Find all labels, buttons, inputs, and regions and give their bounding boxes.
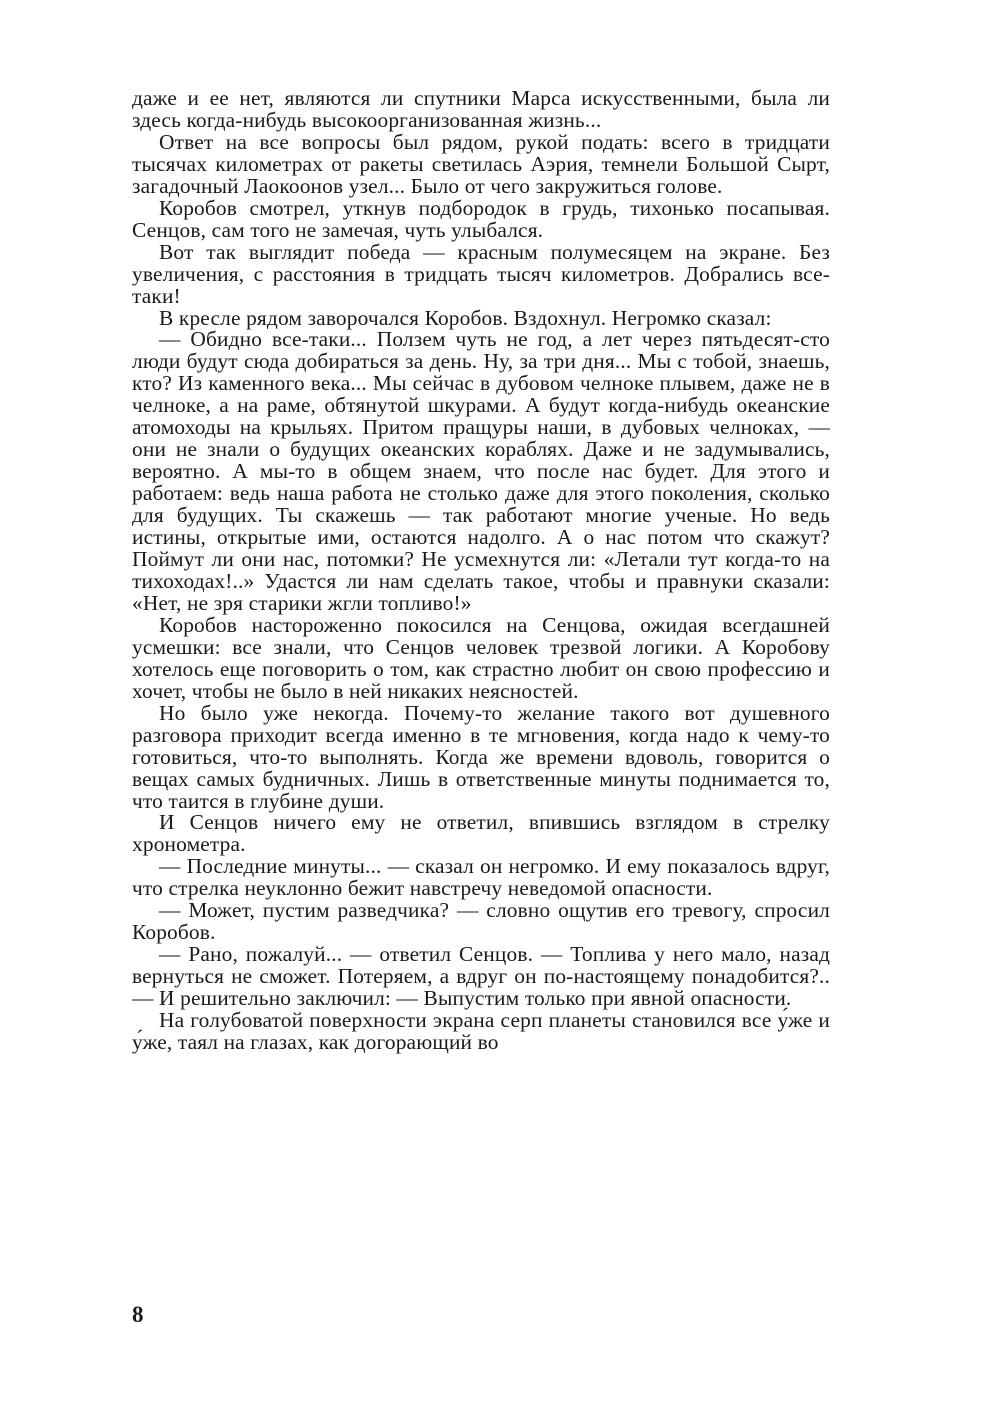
paragraph: В кресле рядом заворочался Коробов. Вздохнул. Негромко сказал: xyxy=(159,305,772,330)
page-text xyxy=(132,88,830,1054)
paragraph: На голубоватой поверхности экрана серп планеты становился все у́же и у́же, таял на глазах, как догорающий во xyxy=(132,1008,830,1054)
paragraph: И Сенцов ничего ему не ответил, впившись взглядом в стрелку хронометра. xyxy=(132,810,830,857)
dialogue-paragraph: — Рано, пожалуй... — ответил Сенцов. — Топлива у него мало, назад вернуться не сможет. Потеряем, а вдруг он по-настоящему понадобится?.. — И решительно заключил: — Выпустим только при явной опасности. xyxy=(132,942,830,1011)
paragraph: Ответ на все вопросы был рядом, рукой подать: всего в тридцати тысячах километрах от ракеты светилась Аэрия, темнели Большой Сырт, загадочный Лаокоонов узел... Было от чего закружиться голове. xyxy=(132,129,830,198)
dialogue-paragraph: — Последние минуты... — сказал он негромко. И ему показалось вдруг, что стрелка неуклонно бежит навстречу неведомой опасности. xyxy=(132,854,830,901)
paragraph: Вот так выглядит победа — красным полумесяцем на экране. Без увеличения, с расстояния в тридцать тысяч километров. Добрались все-таки! xyxy=(132,239,830,308)
page-number: 8 xyxy=(132,1302,144,1327)
dialogue-paragraph: — Может, пустим разведчика? — словно ощутив его тревогу, спросил Коробов. xyxy=(132,898,830,945)
paragraph: Коробов смотрел, уткнув подбородок в грудь, тихонько посапывая. Сенцов, сам того не замечая, чуть улыбался. xyxy=(132,195,830,242)
paragraph: Коробов настороженно покосился на Сенцова, ожидая всегдашней усмешки: все знали, что Сенцов человек трезвой логики. А Коробову хотелось еще поговорить о том, как страстно любит он свою профессию и хочет, чтобы не было в ней никаких неясностей. xyxy=(132,612,830,703)
dialogue-paragraph: — Обидно все-таки... Ползем чуть не год, а лет через пятьдесят-сто люди будут сюда добираться за день. Ну, за три дня... Мы с тобой, знаешь, кто? Из каменного века... Мы сейчас в дубовом челноке плывем, даже не в челноке, а на раме, обтянутой шкурами. А будут когда-нибудь океанские атомоходы на крыльях. Притом пращуры наши, в дубовых челноках, — они не знали о будущих океанских кораблях. Даже и не задумывались, вероятно. А мы-то в общем знаем, что после нас будет. Для этого и работаем: ведь наша работа не столько даже для этого поколения, сколько для будущих. Ты скажешь — так работают многие ученые. Но ведь истины, открытые ими, остаются надолго. А о нас потом что скажут? Поймут ли они нас, потомки? Не усмехнутся ли: «Летали тут когда-то на тихоходах!..» Удастся ли нам сделать такое, чтобы и правнуки сказали: «Нет, не зря старики жгли топливо!» xyxy=(132,327,830,615)
paragraph-continued: даже и ее нет, являются ли спутники Марса искусственными, была ли здесь когда-нибудь высокоорганизованная жизнь... xyxy=(132,86,830,132)
paragraph: Но было уже некогда. Почему-то желание такого вот душевного разговора приходит всегда именно в те мгновения, когда надо к чему-то готовиться, что-то выполнять. Когда же времени вдоволь, говорится о вещах самых будничных. Лишь в ответственные минуты поднимается то, что таится в глубине души. xyxy=(132,700,830,813)
